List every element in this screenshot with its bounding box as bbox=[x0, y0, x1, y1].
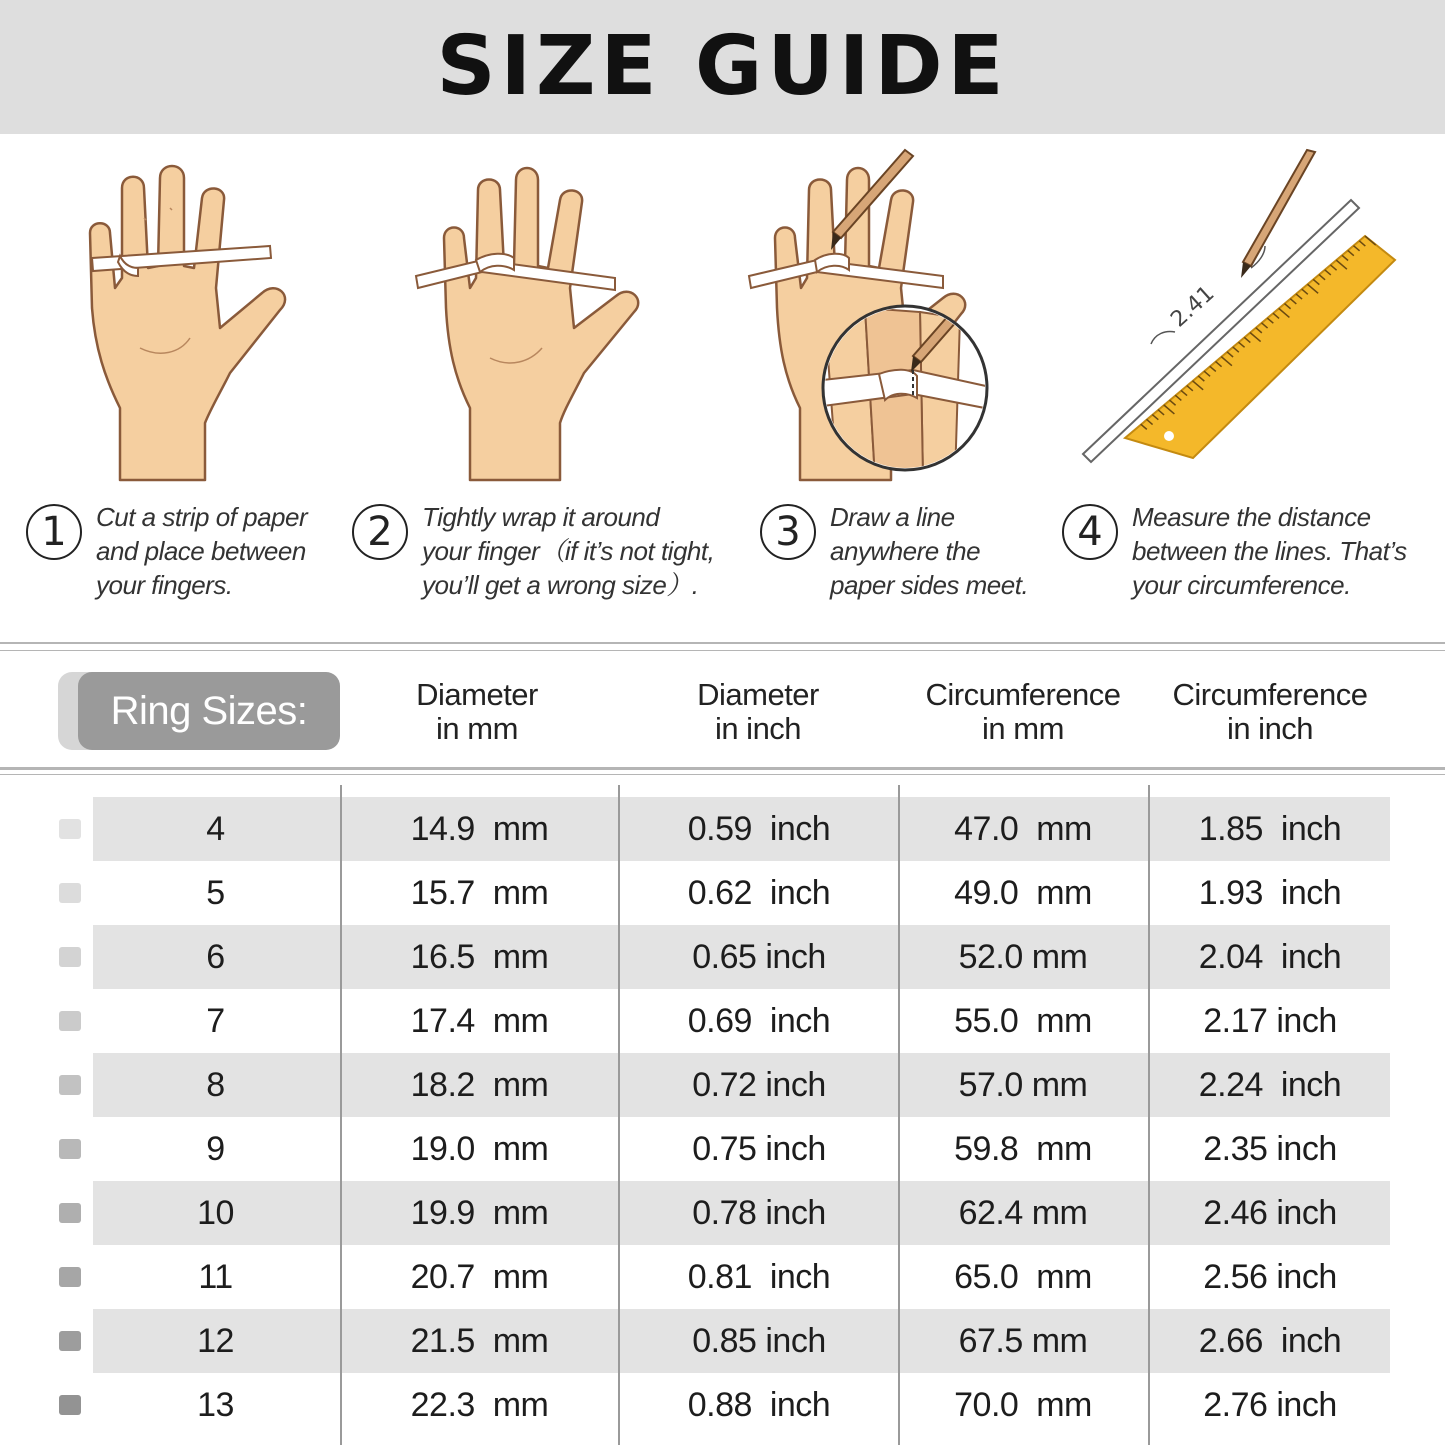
header-divider bbox=[0, 774, 1445, 775]
cell-circumference-inch: 1.93 inch bbox=[1198, 874, 1342, 912]
cell-diameter-inch: 0.75 inch bbox=[692, 1130, 826, 1168]
page-title: SIZE GUIDE bbox=[436, 19, 1009, 114]
cell-circumference-mm: 49.0 mm bbox=[954, 874, 1092, 912]
cell-ring-size: 12 bbox=[197, 1322, 234, 1360]
cell-ring-size: 5 bbox=[206, 874, 225, 912]
cell-ring-size: 4 bbox=[206, 810, 225, 848]
step-instruction: Cut a strip of paper and place between your fingers. bbox=[96, 502, 308, 600]
cell-diameter-inch: 0.88 inch bbox=[687, 1386, 831, 1424]
cell-diameter-mm: 20.7 mm bbox=[410, 1258, 549, 1296]
cell-circumference-inch: 2.66 inch bbox=[1198, 1322, 1342, 1360]
cell-circumference-inch: 2.24 inch bbox=[1198, 1066, 1342, 1104]
cell-circumference-inch: 2.35 inch bbox=[1203, 1130, 1337, 1168]
cell-diameter-inch: 0.69 inch bbox=[687, 1002, 831, 1040]
cell-circumference-inch: 1.85 inch bbox=[1198, 810, 1342, 848]
cell-diameter-inch: 0.65 inch bbox=[692, 938, 826, 976]
cell-ring-size: 11 bbox=[198, 1258, 233, 1296]
column-separator bbox=[1148, 785, 1150, 1445]
section-divider bbox=[0, 650, 1445, 651]
row-bullet bbox=[59, 819, 81, 839]
cell-diameter-mm: 17.4 mm bbox=[410, 1002, 549, 1040]
cell-ring-size: 6 bbox=[206, 938, 225, 976]
cell-diameter-inch: 0.81 inch bbox=[687, 1258, 831, 1296]
col-header-circumference-mm: Circumference in mm bbox=[925, 677, 1121, 746]
cell-circumference-mm: 62.4 mm bbox=[958, 1194, 1088, 1232]
step-number: 1 bbox=[26, 504, 82, 560]
cell-ring-size: 9 bbox=[206, 1130, 225, 1168]
cell-diameter-mm: 16.5 mm bbox=[410, 938, 549, 976]
step-number: 4 bbox=[1062, 504, 1118, 560]
row-bullet bbox=[59, 1011, 81, 1031]
col-header-diameter-inch: Diameter in inch bbox=[697, 677, 819, 746]
cell-circumference-mm: 55.0 mm bbox=[954, 1002, 1092, 1040]
cell-ring-size: 7 bbox=[206, 1002, 225, 1040]
cell-circumference-mm: 47.0 mm bbox=[954, 810, 1092, 848]
row-bullet bbox=[59, 1395, 81, 1415]
hand-draw-line-illustration bbox=[745, 148, 995, 483]
cell-diameter-inch: 0.59 inch bbox=[687, 810, 831, 848]
cell-diameter-inch: 0.62 inch bbox=[687, 874, 831, 912]
row-bullet bbox=[59, 1139, 81, 1159]
ring-sizes-badge: Ring Sizes: bbox=[78, 672, 340, 750]
col-header-diameter-mm: Diameter in mm bbox=[416, 677, 538, 746]
cell-circumference-inch: 2.46 inch bbox=[1203, 1194, 1337, 1232]
cell-circumference-mm: 59.8 mm bbox=[954, 1130, 1092, 1168]
header-divider bbox=[0, 767, 1445, 770]
cell-diameter-mm: 22.3 mm bbox=[410, 1386, 549, 1424]
col-header-circumference-inch: Circumference in inch bbox=[1172, 677, 1368, 746]
hand-wrap-illustration bbox=[410, 148, 650, 483]
cell-circumference-mm: 65.0 mm bbox=[954, 1258, 1092, 1296]
cell-diameter-mm: 15.7 mm bbox=[410, 874, 549, 912]
hand-paper-strip-illustration bbox=[80, 148, 310, 483]
cell-diameter-inch: 0.78 inch bbox=[692, 1194, 826, 1232]
column-separator bbox=[618, 785, 620, 1445]
measurement-label: 2.41 bbox=[1166, 281, 1220, 333]
cell-circumference-mm: 67.5 mm bbox=[958, 1322, 1088, 1360]
cell-circumference-inch: 2.17 inch bbox=[1203, 1002, 1337, 1040]
cell-circumference-mm: 52.0 mm bbox=[958, 938, 1088, 976]
cell-circumference-mm: 57.0 mm bbox=[958, 1066, 1088, 1104]
cell-diameter-mm: 21.5 mm bbox=[410, 1322, 549, 1360]
step-instruction: Measure the distance between the lines. That’s your circumference. bbox=[1132, 502, 1407, 600]
row-bullet bbox=[59, 1331, 81, 1351]
step-number: 3 bbox=[760, 504, 816, 560]
cell-circumference-inch: 2.04 inch bbox=[1198, 938, 1342, 976]
cell-circumference-mm: 70.0 mm bbox=[954, 1386, 1092, 1424]
step-number: 2 bbox=[352, 504, 408, 560]
cell-diameter-mm: 19.0 mm bbox=[410, 1130, 549, 1168]
column-separator bbox=[340, 785, 342, 1445]
step-instruction: Tightly wrap it around your finger（if it’s not tight, you’ll get a wrong size）. bbox=[422, 502, 715, 600]
cell-ring-size: 10 bbox=[197, 1194, 234, 1232]
row-bullet bbox=[59, 1203, 81, 1223]
cell-diameter-mm: 19.9 mm bbox=[410, 1194, 549, 1232]
cell-diameter-mm: 14.9 mm bbox=[410, 810, 549, 848]
cell-ring-size: 8 bbox=[206, 1066, 225, 1104]
cell-ring-size: 13 bbox=[197, 1386, 234, 1424]
column-separator bbox=[898, 785, 900, 1445]
row-bullet bbox=[59, 1075, 81, 1095]
ruler-icon bbox=[1125, 236, 1395, 458]
cell-diameter-mm: 18.2 mm bbox=[410, 1066, 549, 1104]
cell-diameter-inch: 0.72 inch bbox=[692, 1066, 826, 1104]
row-bullet bbox=[59, 947, 81, 967]
title-banner bbox=[0, 0, 1445, 134]
row-bullet bbox=[59, 883, 81, 903]
cell-diameter-inch: 0.85 inch bbox=[692, 1322, 826, 1360]
cell-circumference-inch: 2.76 inch bbox=[1203, 1386, 1337, 1424]
ruler-measure-illustration bbox=[1075, 148, 1405, 468]
row-bullet bbox=[59, 1267, 81, 1287]
step-instruction: Draw a line anywhere the paper sides meet. bbox=[830, 502, 1029, 600]
section-divider bbox=[0, 642, 1445, 644]
cell-circumference-inch: 2.56 inch bbox=[1203, 1258, 1337, 1296]
